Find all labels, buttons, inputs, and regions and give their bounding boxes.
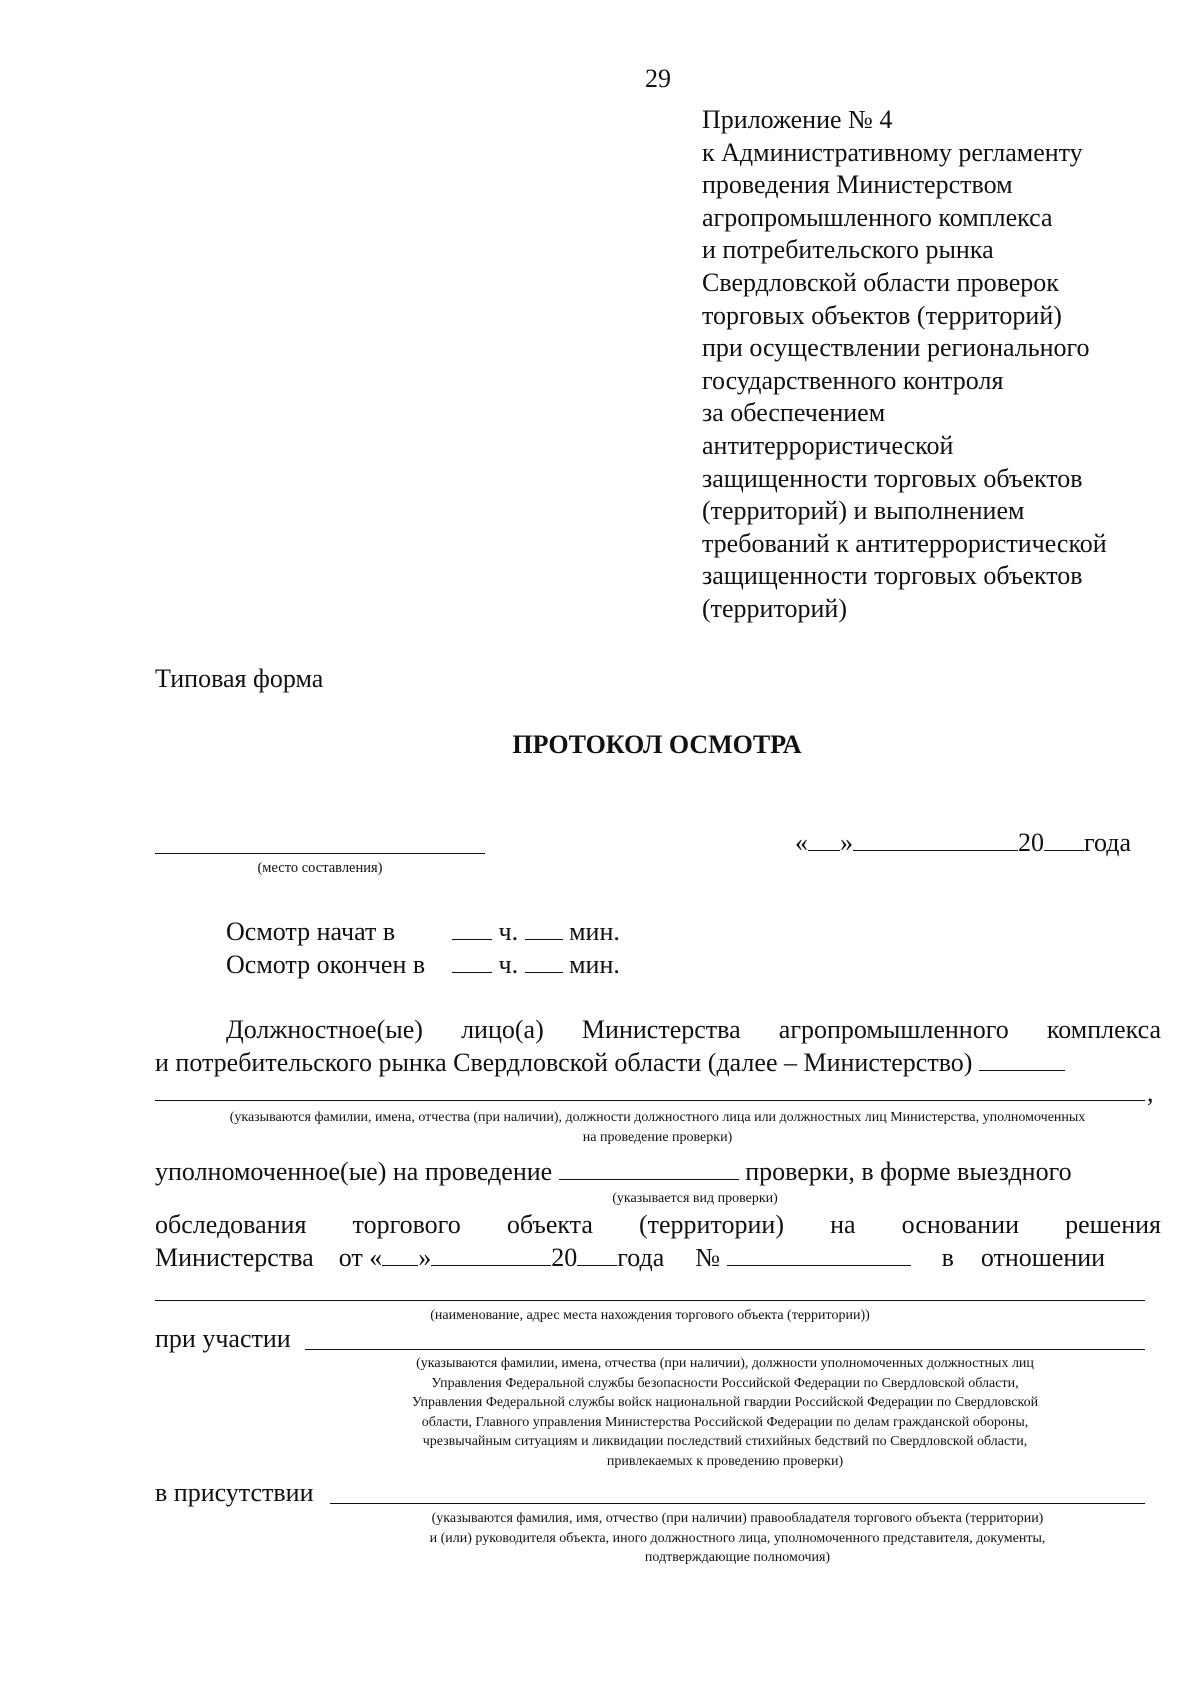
officials-field[interactable]: [155, 1100, 1145, 1101]
presence-label: в присутствии: [155, 1478, 314, 1507]
inspection-type-caption: (указывается вид проверки): [612, 1191, 778, 1206]
decision-year-field[interactable]: [577, 1241, 617, 1266]
appendix-line: торговых объектов (территорий): [702, 300, 1062, 330]
page-number: 29: [645, 64, 671, 93]
presence-caption-line: (указываются фамилия, имя, отчество (при наличии) правообладателя торгового объекта (территории): [431, 1511, 1044, 1526]
place-caption: (место составления): [257, 860, 383, 876]
date-year-suffix: года: [1084, 828, 1132, 857]
decision-year-prefix: 20: [551, 1243, 578, 1272]
in-word: в: [941, 1243, 954, 1272]
decision-day-field[interactable]: [382, 1241, 418, 1266]
number-sign: №: [695, 1243, 721, 1272]
participation-field[interactable]: [305, 1349, 1145, 1350]
appendix-line: Свердловской области проверок: [702, 267, 1059, 297]
basis-row-1: [155, 1208, 1161, 1241]
appendix-line: при осуществлении регионального: [702, 333, 1090, 363]
appendix-line: к Административному регламенту: [702, 137, 1083, 167]
officials-caption-line: (указываются фамилии, имена, отчества (при наличии), должности должностного лица или должностных лиц Министерства, уполномоченных: [229, 1110, 1086, 1125]
appendix-line: за обеспечением: [702, 398, 886, 428]
start-minutes-field[interactable]: [525, 915, 563, 940]
officials-caption-line: на проведение проверки): [582, 1129, 733, 1145]
authorized-prefix: уполномоченное(ые) на проведение: [155, 1157, 553, 1186]
participation-label: при участии: [155, 1324, 291, 1353]
form-type: Типовая форма: [155, 664, 324, 693]
appendix-line: (территорий) и выполнением: [702, 496, 1025, 526]
presence-caption-line: и (или) руководителя объекта, иного должностного лица, уполномоченного представителя, документы,: [429, 1530, 1046, 1546]
basis-word: на: [830, 1210, 856, 1239]
appendix-line: защищенности торговых объектов: [702, 463, 1083, 493]
date-day-field[interactable]: [808, 826, 840, 851]
basis-word: (территории): [639, 1210, 784, 1239]
inspection-type-field[interactable]: [559, 1155, 739, 1180]
date-year-prefix: 20: [1018, 828, 1044, 857]
decision-month-field[interactable]: [431, 1241, 551, 1266]
officials-line-2-row: [155, 1046, 1065, 1079]
presence-caption-line: подтверждающие полномочия): [644, 1550, 831, 1565]
start-hours-field[interactable]: [452, 915, 492, 940]
appendix-line: антитеррористической: [702, 430, 954, 460]
presence-caption: [330, 1509, 1145, 1568]
participation-caption-line: чрезвычайным ситуациям и ликвидации последствий стихийных бедствий по Свердловской области,: [422, 1434, 1028, 1449]
officials-inline-field[interactable]: [979, 1046, 1065, 1071]
from-word: от: [338, 1243, 363, 1272]
participation-caption-line: Управления Федеральной службы войск национальной гвардии Российской Федерации по Свердловской: [411, 1395, 1039, 1410]
end-hours-field[interactable]: [452, 948, 492, 973]
appendix-block: [702, 104, 1172, 626]
time-start-label: Осмотр начат в: [226, 917, 396, 946]
date-open-quote: «: [795, 828, 808, 857]
minutes-label: мин.: [569, 917, 620, 946]
appendix-line: (территорий): [702, 593, 847, 623]
appendix-line: и потребительского рынка: [702, 235, 994, 265]
participation-caption-line: привлекаемых к проведению проверки): [606, 1453, 844, 1469]
date-year-field[interactable]: [1044, 826, 1084, 851]
relation-word: отношении: [980, 1243, 1106, 1272]
basis-row-2: [155, 1241, 1161, 1274]
appendix-line: требований к антитеррористической: [702, 528, 1107, 558]
decision-open-quote: «: [369, 1243, 383, 1272]
participation-caption: [305, 1354, 1145, 1471]
time-end-label: Осмотр окончен в: [226, 950, 426, 979]
decision-year-word: года: [617, 1243, 665, 1272]
basis-word: торгового: [352, 1210, 461, 1239]
ministry-word: Министерства: [155, 1243, 314, 1272]
officials-line-1: Должностное(ые) лицо(а) Министерства агропромышленного комплекса: [226, 1015, 1161, 1044]
date-close-quote: »: [840, 828, 853, 857]
decision-close-quote: »: [418, 1243, 432, 1272]
hours-label: ч.: [498, 917, 519, 946]
authorized-row: [155, 1155, 1072, 1188]
appendix-line: Приложение № 4: [702, 105, 893, 134]
date-line: [795, 826, 1131, 859]
officials-caption: [155, 1108, 1160, 1147]
basis-word: обследования: [155, 1210, 307, 1239]
officials-comma: ,: [1147, 1078, 1154, 1107]
minutes-label: мин.: [569, 950, 620, 979]
appendix-line: агропромышленного комплекса: [702, 202, 1053, 232]
presence-field[interactable]: [330, 1503, 1145, 1504]
appendix-line: проведения Министерством: [702, 170, 1013, 200]
time-start-row: [226, 915, 620, 948]
hours-label: ч.: [498, 950, 519, 979]
date-month-field[interactable]: [853, 826, 1018, 851]
participation-caption-line: области, Главного управления Министерства Российской Федерации по делам гражданской обороны,: [421, 1414, 1029, 1430]
basis-word: основании: [901, 1210, 1019, 1239]
appendix-line: защищенности торговых объектов: [702, 561, 1083, 591]
time-end-row: [226, 948, 620, 981]
officials-line-2: и потребительского рынка Свердловской области (далее – Министерство): [155, 1048, 973, 1077]
document-title: ПРОТОКОЛ ОСМОТРА: [512, 730, 802, 759]
object-field[interactable]: [155, 1300, 1145, 1301]
object-caption: (наименование, адрес места нахождения торгового объекта (территории)): [430, 1308, 870, 1323]
decision-number-field[interactable]: [727, 1241, 911, 1266]
end-minutes-field[interactable]: [525, 948, 563, 973]
participation-caption-line: Управления Федеральной службы безопасности Российской Федерации по Свердловской области,: [431, 1375, 1019, 1391]
basis-word: решения: [1065, 1210, 1161, 1239]
place-field[interactable]: [155, 853, 485, 854]
basis-word: объекта: [506, 1210, 593, 1239]
appendix-line: государственного контроля: [702, 365, 1004, 395]
authorized-suffix: проверки, в форме выездного: [745, 1157, 1072, 1186]
participation-caption-line: (указываются фамилии, имена, отчества (при наличии), должности уполномоченных должностных лиц: [416, 1356, 1034, 1371]
